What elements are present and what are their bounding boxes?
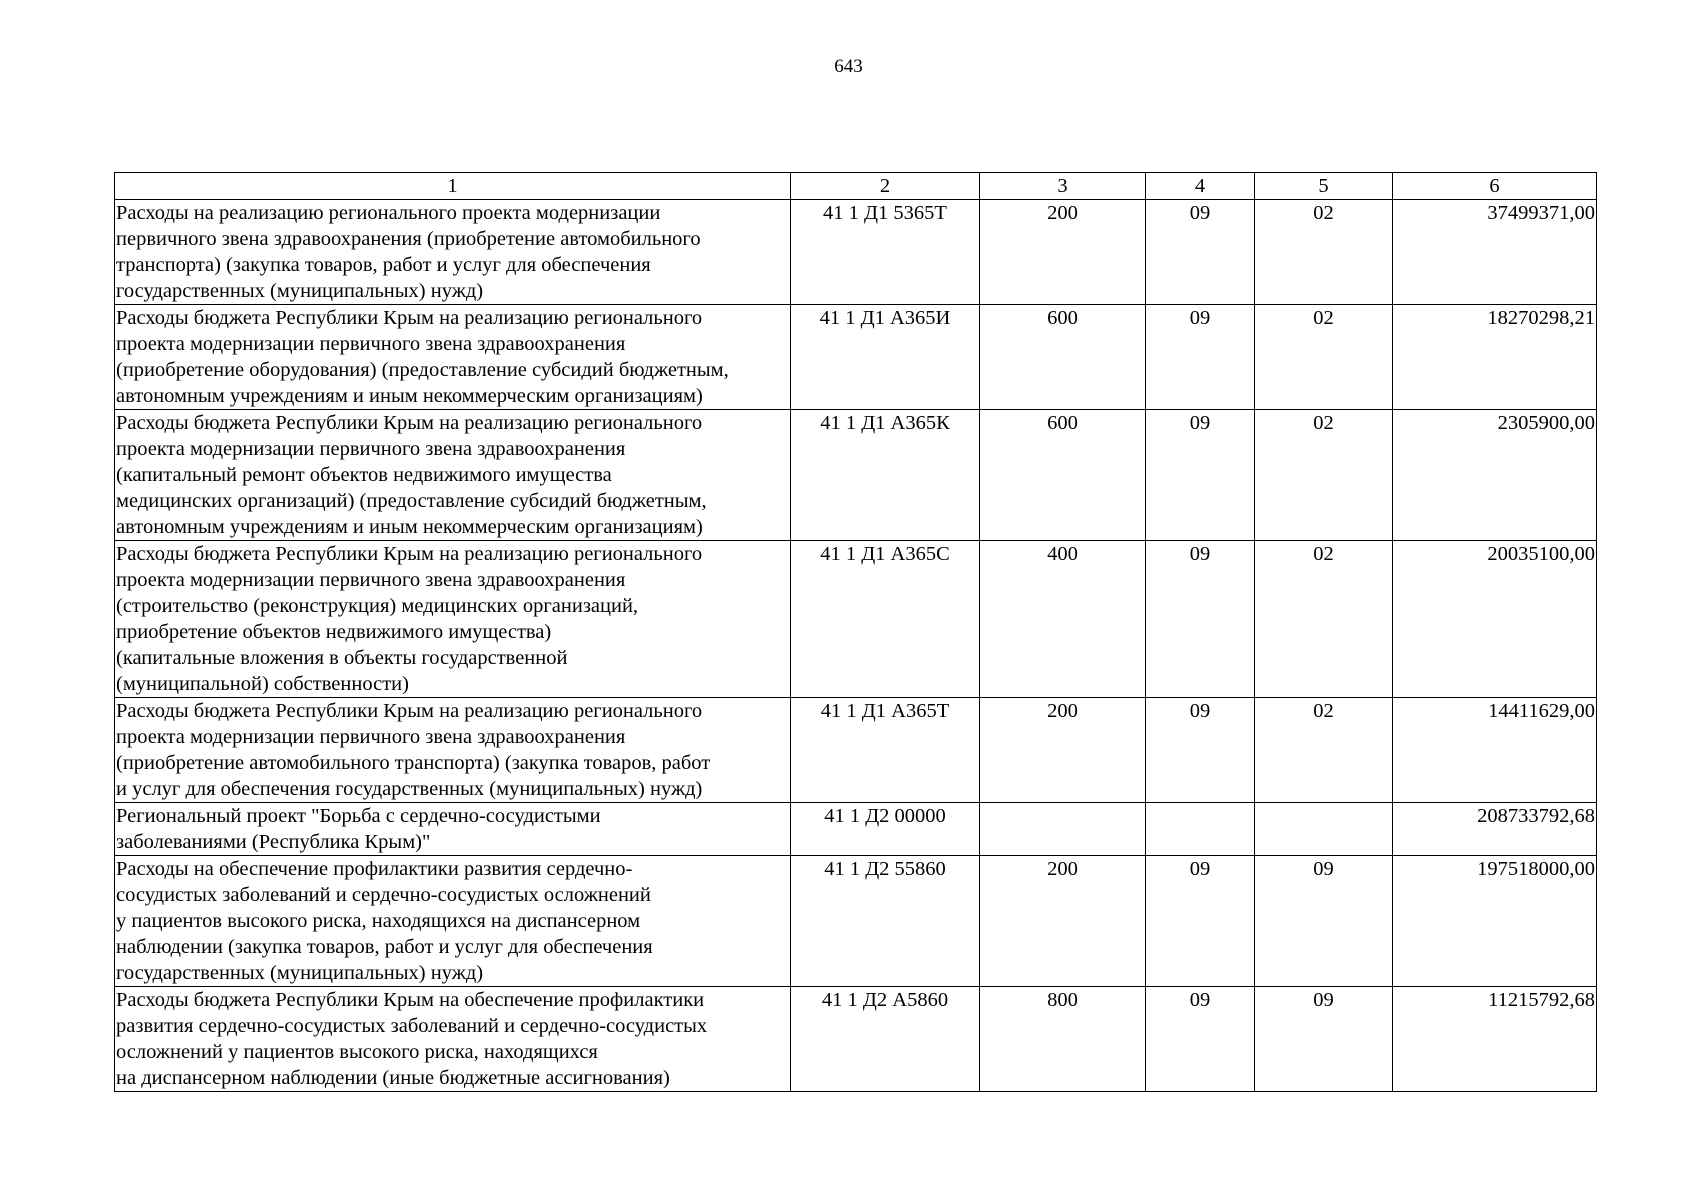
expense-type-code: 200 xyxy=(980,200,1146,305)
subsection-code: 02 xyxy=(1255,541,1393,698)
table-row xyxy=(115,856,1597,987)
target-article-code: 41 1 Д1 5365Т xyxy=(791,200,980,305)
table-row xyxy=(115,803,1597,856)
expense-description: Региональный проект "Борьба с сердечно-сосудистыми заболеваниями (Республика Крым)" xyxy=(115,803,791,856)
target-article-code: 41 1 Д1 А365И xyxy=(791,305,980,410)
expense-description: Расходы на реализацию регионального проекта модернизации первичного звена здравоохранения (приобретение автомобильного транспорта) (закупка товаров, работ и услуг для обеспечения государственных (муниципальных) нужд) xyxy=(115,200,791,305)
amount: 18270298,21 xyxy=(1393,305,1597,410)
amount: 20035100,00 xyxy=(1393,541,1597,698)
section-code: 09 xyxy=(1146,410,1255,541)
column-header: 3 xyxy=(980,173,1146,200)
column-header: 2 xyxy=(791,173,980,200)
expense-description: Расходы бюджета Республики Крым на реализацию регионального проекта модернизации первичного звена здравоохранения (приобретение автомобильного транспорта) (закупка товаров, работ и услуг для обеспечения государственных (муниципальных) нужд) xyxy=(115,698,791,803)
subsection-code: 02 xyxy=(1255,305,1393,410)
expense-type-code xyxy=(980,803,1146,856)
subsection-code: 02 xyxy=(1255,200,1393,305)
subsection-code: 02 xyxy=(1255,410,1393,541)
section-code xyxy=(1146,803,1255,856)
column-header: 4 xyxy=(1146,173,1255,200)
expense-type-code: 600 xyxy=(980,305,1146,410)
expense-description: Расходы на обеспечение профилактики развития сердечно- сосудистых заболеваний и сердечно-сосудистых осложнений у пациентов высокого риска, находящихся на диспансерном наблюдении (закупка товаров, работ и услуг для обеспечения государственных (муниципальных) нужд) xyxy=(115,856,791,987)
target-article-code: 41 1 Д1 А365Т xyxy=(791,698,980,803)
amount: 208733792,68 xyxy=(1393,803,1597,856)
expense-description: Расходы бюджета Республики Крым на реализацию регионального проекта модернизации первичного звена здравоохранения (капитальный ремонт объектов недвижимого имущества медицинских организаций) (предоставление субсидий бюджетным, автономным учреждениям и иным некоммерческим организациям) xyxy=(115,410,791,541)
table-row xyxy=(115,698,1597,803)
subsection-code xyxy=(1255,803,1393,856)
target-article-code: 41 1 Д2 55860 xyxy=(791,856,980,987)
expense-description: Расходы бюджета Республики Крым на реализацию регионального проекта модернизации первичного звена здравоохранения (приобретение оборудования) (предоставление субсидий бюджетным, автономным учреждениям и иным некоммерческим организациям) xyxy=(115,305,791,410)
column-header: 1 xyxy=(115,173,791,200)
target-article-code: 41 1 Д1 А365К xyxy=(791,410,980,541)
target-article-code: 41 1 Д1 А365С xyxy=(791,541,980,698)
section-code: 09 xyxy=(1146,305,1255,410)
target-article-code: 41 1 Д2 А5860 xyxy=(791,987,980,1092)
section-code: 09 xyxy=(1146,856,1255,987)
budget-table xyxy=(114,172,1597,1092)
table-row xyxy=(115,987,1597,1092)
section-code: 09 xyxy=(1146,200,1255,305)
expense-type-code: 200 xyxy=(980,856,1146,987)
subsection-code: 02 xyxy=(1255,698,1393,803)
table-row xyxy=(115,305,1597,410)
expense-type-code: 600 xyxy=(980,410,1146,541)
column-header: 5 xyxy=(1255,173,1393,200)
amount: 14411629,00 xyxy=(1393,698,1597,803)
expense-type-code: 200 xyxy=(980,698,1146,803)
table-row xyxy=(115,410,1597,541)
table-row xyxy=(115,541,1597,698)
column-header: 6 xyxy=(1393,173,1597,200)
subsection-code: 09 xyxy=(1255,987,1393,1092)
amount: 11215792,68 xyxy=(1393,987,1597,1092)
expense-description: Расходы бюджета Республики Крым на обеспечение профилактики развития сердечно-сосудистых заболеваний и сердечно-сосудистых осложнений у пациентов высокого риска, находящихся на диспансерном наблюдении (иные бюджетные ассигнования) xyxy=(115,987,791,1092)
table-header-row xyxy=(115,173,1597,200)
amount: 197518000,00 xyxy=(1393,856,1597,987)
amount: 37499371,00 xyxy=(1393,200,1597,305)
page-number: 643 xyxy=(834,56,863,77)
section-code: 09 xyxy=(1146,698,1255,803)
expense-type-code: 400 xyxy=(980,541,1146,698)
subsection-code: 09 xyxy=(1255,856,1393,987)
amount: 2305900,00 xyxy=(1393,410,1597,541)
expense-type-code: 800 xyxy=(980,987,1146,1092)
table-row xyxy=(115,200,1597,305)
section-code: 09 xyxy=(1146,541,1255,698)
target-article-code: 41 1 Д2 00000 xyxy=(791,803,980,856)
expense-description: Расходы бюджета Республики Крым на реализацию регионального проекта модернизации первичного звена здравоохранения (строительство (реконструкция) медицинских организаций, приобретение объектов недвижимого имущества) (капитальные вложения в объекты государственной (муниципальной) собственности) xyxy=(115,541,791,698)
section-code: 09 xyxy=(1146,987,1255,1092)
